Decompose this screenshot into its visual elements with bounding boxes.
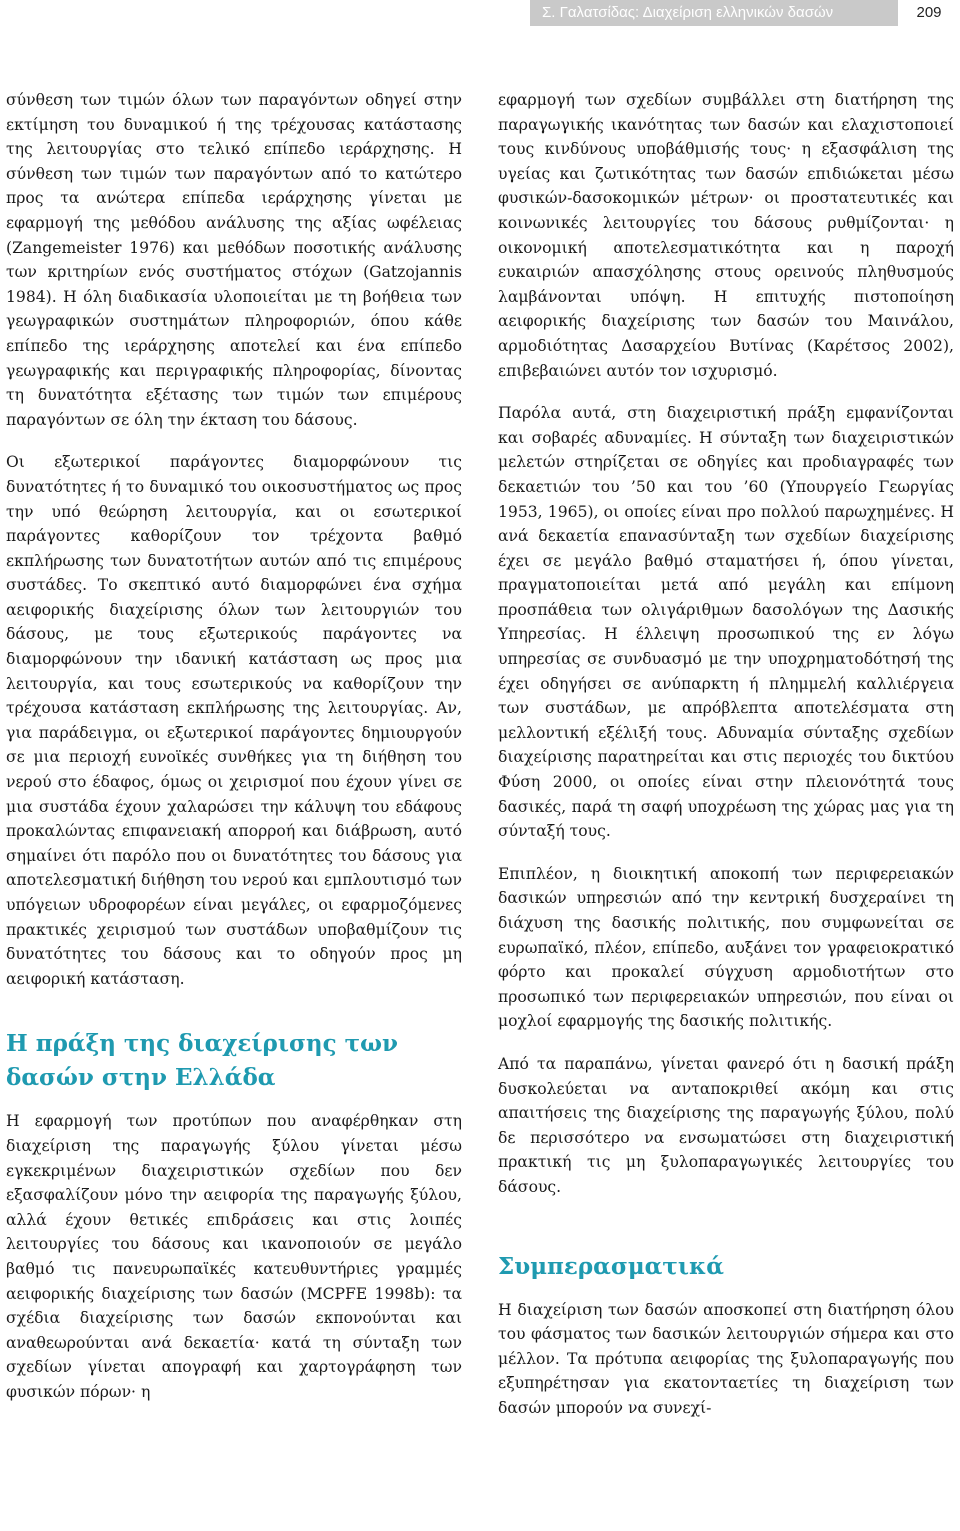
running-head xyxy=(530,0,960,26)
left-paragraph-1: σύνθεση των τιμών όλων των παραγόντων οδηγεί στην εκτίμηση του δυναμικού ή της τρέχουσας κατάστασης της λειτουργίας στο τελικό επίπεδο ιεράρχησης. Η σύνθεση των τιμών των παραγόντων από το κατώτερο προς τα ανώτερα επίπεδα ιεράρχησης γίνεται με εφαρμογή της μεθόδου ανάλυσης της αξίας ωφέλειας (Zangemeister 1976) και μεθόδων ποσοτικής ανάλυσης των κριτηρίων ενός συστήματος στόχων (Gatzojannis 1984). Η όλη διαδικασία υλοποιείται με τη βοήθεια των γεωγραφικών συστημάτων πληροφοριών, όπου κάθε επίπεδο της ιεράρχησης αποτελεί και ένα επίπεδο γεωγραφικής και περιγραφικής πληροφορίας, δίνοντας τη δυνατότητα εξέτασης των τιμών των επιμέρους παραγόντων σε όλη την έκταση του δάσους. xyxy=(6,91,462,429)
right-paragraph-4: Από τα παραπάνω, γίνεται φανερό ότι η δασική πράξη δυσκολεύεται να ανταποκριθεί ακόμη και στις απαιτήσεις της διαχείρισης της παραγωγής ξύλου, πολύ δε περισσότερο να ενσωματώσει στη διαχειριστική πρακτική τις μη ξυλοπαραγωγικές λειτουργίες του δάσους. xyxy=(498,1054,954,1196)
page-number: 209 xyxy=(898,0,960,26)
right-paragraph-1: εφαρμογή των σχεδίων συμβάλλει στη διατήρηση της παραγωγικής ικανότητας των δασών και ελαχιστοποιεί τους κινδύνους υποβάθμισής τους· η εξασφάλιση της υγείας και ζωτικότητας των δασών επιδιώκεται μέσω φυσικών-δασοκομικών μέτρων· οι προστατευτικές και κοινωνικές λειτουργίες του δάσους ρυθμίζονται· η οικονομική αποτελεσματικότητα και η παροχή ευκαιριών απασχόλησης στους ορεινούς πληθυσμούς λαμβάνονται υπόψη. Η επιτυχής πιστοποίηση αειφορικής διαχείρισης των δασών του Μαινάλου, αρμοδιότητας Δασαρχείου Βυτίνας (Καρέτσος 2002), επιβεβαιώνει αυτόν τον ισχυρισμό. xyxy=(498,91,954,380)
running-head-author: Σ. Γαλατσίδας: xyxy=(542,4,640,21)
left-paragraph-3: Η εφαρμογή των προτύπων που αναφέρθηκαν στη διαχείριση της παραγωγής ξύλου γίνεται μέσω εγκεκριμένων διαχειριστικών σχεδίων που δεν εξασφαλίζουν μόνο την αειφορία της παραγωγής ξύλου, αλλά έχουν θετικές επιδράσεις και στις λοιπές λειτουργίες του δάσους και ικανοποιούν σε μεγάλο βαθμό τις πανευρωπαϊκές κατευθυντήριες γραμμές αειφορικής διαχείρισης των δασών (MCPFE 1998b): τα σχέδια διαχείρισης των δασών εκπονούνται και αναθεωρούνται ανά δεκαετία· κατά τη σύνταξη των σχεδίων γίνεται απογραφή και χαρτογράφηση των φυσικών πόρων· η xyxy=(6,1112,462,1401)
right-paragraph-5: Η διαχείριση των δασών αποσκοπεί στη διατήρηση όλου του φάσματος των δασικών λειτουργιών σήμερα και στο μέλλον. Τα πρότυπα αειφορίας της ξυλοπαραγωγής που εξυπηρέτησαν για εκατονταετίες τη διαχείριση των δασών μπορούν να συνεχί- xyxy=(498,1300,954,1417)
right-column xyxy=(498,88,954,1439)
right-paragraph-2: Παρόλα αυτά, στη διαχειριστική πράξη εμφανίζονται και σοβαρές αδυναμίες. Η σύνταξη των διαχειριστικών μελετών στηρίζεται σε οδηγίες και προδιαγραφές των δεκαετιών του ’50 και του ’60 (Υπουργείο Γεωργίας 1953, 1965), οι οποίες είναι προ πολλού παρωχημένες. Η ανά δεκαετία επανασύνταξη των σχεδίων διαχείρισης έχει σε μεγάλο βαθμό σταματήσει ή, όπου γίνεται, πραγματοποιείται μετά από μεγάλη και επίμονη προσπάθεια των ολιγάριθμων δασολόγων της Δασικής Υπηρεσίας. Η έλλειψη προσωπικού της εν λόγω υπηρεσίας σε συνδυασμό με την υποχρηματοδότησή της έχει οδηγήσει σε ανύπαρκτη ή πλημμελή καλλιέργεια των συστάδων, με απρόβλεπτα αποτελέσματα στη μελλοντική εξέλιξή τους. Αδυναμία σύνταξης σχεδίων διαχείρισης παρατηρείται και στις περιοχές του δικτύου Φύση 2000, οι οποίες είναι στην πλειονότητά τους δασικές, παρά τη σαφή υποχρέωση της χώρας μας για τη σύνταξή τους. xyxy=(498,404,954,841)
running-head-title: Διαχείριση ελληνικών δασών xyxy=(642,4,834,21)
right-paragraph-3: Επιπλέον, η διοικητική αποκοπή των περιφερειακών δασικών υπηρεσιών από την κεντρική δυσχεραίνει τη διάχυση της δασικής πολιτικής, που συμφωνείται σε ευρωπαϊκό, πλέον, επίπεδο, αυξάνει τον γραφειοκρατικό φόρτο και προκαλεί σύγχυση αρμοδιοτήτων στο προσωπικό των περιφερειακών υπηρεσιών, που είναι οι μοχλοί εφαρμογής της δασικής πολιτικής. xyxy=(498,864,954,1031)
section-heading-conclusions: Συμπερασματικά xyxy=(498,1252,724,1280)
section-heading-forest-practice: Η πράξη της διαχείρισης των δασών στην Ελλάδα xyxy=(6,1030,398,1092)
left-column xyxy=(6,88,462,1423)
left-paragraph-2: Οι εξωτερικοί παράγοντες διαμορφώνουν τις δυνατότητες ή το δυναμικό του οικοσυστήματος ως προς την υπό θεώρηση λειτουργία, και οι εσωτερικοί παράγοντες καθορίζουν τον τρέχοντα βαθμό εκπλήρωσης των δυνατοτήτων αυτών από τις επιμέρους συστάδες. Το σκεπτικό αυτό διαμορφώνει ένα σχήμα αειφορικής διαχείρισης όλων των λειτουργιών του δάσους, με τους εξωτερικούς παράγοντες να διαμορφώνουν την ιδανική κατάσταση ως προς μια λειτουργία, και τους εσωτερικούς να καθορίζουν την τρέχουσα κατάσταση εκπλήρωσης της λειτουργίας. Αν, για παράδειγμα, οι εξωτερικοί παράγοντες δημιουργούν σε μια περιοχή ευνοϊκές συνθήκες για τη διήθηση του νερού στο έδαφος, όμως οι χειρισμοί που έχουν γίνει σε μια συστάδα έχουν χαλαρώσει την κάλυψη του εδάφους προκαλώντας επιφανειακή απορροή και διάβρωση, αυτό σημαίνει ότι παρόλο που οι δυνατότητες του δάσους για αποτελεσματική διήθηση του νερού και εμπλουτισμό των υπόγειων υδροφορέων είναι μεγάλες, οι εφαρμοζόμενες πρακτικές χειρισμού των συστάδων υποβαθμίζουν τις δυνατότητες του δάσους και το οδηγούν προς μη αειφορική κατάσταση. xyxy=(6,453,462,988)
